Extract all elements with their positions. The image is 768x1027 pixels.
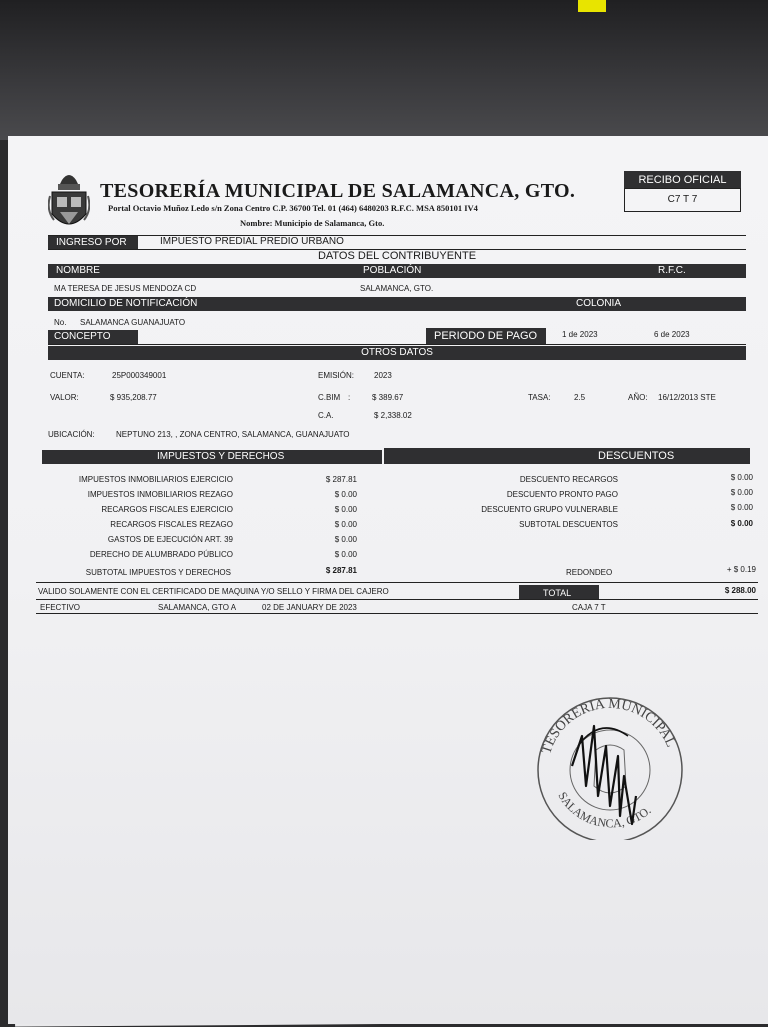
redondeo-label: REDONDEO [566,568,613,577]
domicilio-header-bar [48,297,746,311]
descuento-row-label: DESCUENTO GRUPO VULNERABLE [481,505,618,514]
valor-value: $ 935,208.77 [110,393,157,402]
descuentos-header-bar [384,448,750,464]
seal-text-bottom: SALAMANCA, GTO. [555,789,654,831]
periodo-end: 6 de 2023 [654,330,690,339]
cuenta-value: 25P000349001 [112,371,167,380]
impuesto-row-label: RECARGOS FISCALES REZAGO [110,520,233,529]
ingreso-label: INGRESO POR [56,237,127,248]
periodo-start: 1 de 2023 [562,330,598,339]
caja: CAJA 7 T [572,603,606,612]
descuentos-subtotal-label: SUBTOTAL DESCUENTOS [519,520,618,529]
recibo-oficial-label: RECIBO OFICIAL [638,174,727,186]
poblacion-value: SALAMANCA, GTO. [360,284,434,293]
descuento-row-amount: $ 0.00 [730,473,753,482]
coat-of-arms-icon [48,170,90,236]
impuesto-row-amount: $ 0.00 [334,505,357,514]
efectivo-label: EFECTIVO [40,603,81,612]
impuesto-row-label: RECARGOS FISCALES EJERCICIO [101,505,233,514]
impuesto-row-label: DERECHO DE ALUMBRADO PÚBLICO [89,550,233,559]
descuento-row-amount: $ 0.00 [730,488,753,497]
yellow-object [578,0,606,12]
impuestos-header-bar [42,450,382,464]
divider [36,582,758,583]
cuenta-label: CUENTA: [50,371,85,380]
total-label: TOTAL [543,588,572,598]
impuesto-row-amount: $ 0.00 [334,520,357,529]
impuesto-row-amount: $ 0.00 [334,550,357,559]
desk-background [0,0,768,140]
contribuyente-header-bar [48,264,746,278]
concepto-label: CONCEPTO [54,331,111,342]
ingreso-value: IMPUESTO PREDIAL PREDIO URBANO [160,236,344,247]
impuestos-subtotal-amount: $ 287.81 [325,566,357,575]
recibo-number-box [624,188,741,212]
emision-value: 2023 [374,371,392,380]
divider [36,613,758,614]
periodo-label: PERIODO DE PAGO [434,330,538,342]
cbim-value: $ 389.67 [372,393,404,402]
lugar-fecha: SALAMANCA, GTO A [158,603,237,612]
valido-text: VALIDO SOLAMENTE CON EL CERTIFICADO DE MAQUINA Y/O SELLO Y FIRMA DEL CAJERO [38,587,389,596]
total-label-bar [519,585,599,599]
impuesto-row-label: IMPUESTOS INMOBILIARIOS EJERCICIO [78,475,233,484]
descuento-row-amount: $ 0.00 [730,503,753,512]
otros-datos-bar [48,346,746,360]
descuentos-subtotal-amount: $ 0.00 [730,519,753,528]
fecha: 02 DE JANUARY DE 2023 [262,603,357,612]
redondeo-amount: + $ 0.19 [726,565,756,574]
periodo-label-bar [426,328,546,344]
poblacion-label: POBLACIÓN [363,265,422,276]
ubicacion-value: NEPTUNO 213, , ZONA CENTRO, SALAMANCA, GUANAJUATO [116,430,350,439]
ingreso-label-bar [48,236,138,249]
impuesto-row-amount: $ 287.81 [325,475,357,484]
ca-label: C.A. [318,411,334,420]
contribuyente-section-title: DATOS DEL CONTRIBUYENTE [317,250,477,262]
impuesto-row-label: IMPUESTOS INMOBILIARIOS REZAGO [87,490,233,499]
tasa-value: 2.5 [574,393,586,402]
ubicacion-label: UBICACIÓN: [48,430,95,439]
impuesto-row-amount: $ 0.00 [334,535,357,544]
seal-text-top: TESORERIA MUNICIPAL [539,696,679,756]
signature-icon [560,706,650,836]
impuesto-row-label: GASTOS DE EJECUCIÓN ART. 39 [107,535,233,544]
domicilio-value: SALAMANCA GUANAJUATO [80,318,186,327]
recibo-number: C7 T 7 [667,194,698,205]
cbim-label: C.BIM [318,393,341,402]
ca-value: $ 2,338.02 [374,411,412,420]
valor-label: VALOR: [50,393,79,402]
impuesto-row-amount: $ 0.00 [334,490,357,499]
recibo-oficial-header [624,171,741,188]
page-title: TESORERÍA MUNICIPAL DE SALAMANCA, GTO. [100,180,576,202]
descuento-row-label: DESCUENTO PRONTO PAGO [506,490,618,499]
concepto-label-bar [48,330,138,344]
descuento-row-label: DESCUENTO RECARGOS [519,475,618,484]
rfc-label: R.F.C. [658,265,686,276]
ano-label: AÑO: [628,393,648,402]
descuentos-section-title: DESCUENTOS [598,450,675,462]
otros-section-title: OTROS DATOS [361,347,433,358]
tasa-label: TASA: [528,393,551,402]
emision-label: EMISIÓN: [318,371,355,380]
nombre-value: MA TERESA DE JESUS MENDOZA CD [54,284,197,293]
ano-value: 16/12/2013 STE [658,393,716,402]
header-name-line: Nombre: Municipio de Salamanca, Gto. [240,218,385,228]
no-label: No. [54,318,67,327]
impuestos-subtotal-label: SUBTOTAL IMPUESTOS Y DERECHOS [85,568,231,577]
nombre-label: NOMBRE [56,265,100,276]
cbim-colon: : [348,393,351,402]
colonia-label: COLONIA [576,298,622,309]
impuestos-section-title: IMPUESTOS Y DERECHOS [157,451,285,462]
divider [36,599,758,600]
total-amount: $ 288.00 [724,586,756,595]
header-address: Portal Octavio Muñoz Ledo s/n Zona Centro C.P. 36700 Tel. 01 (464) 6480203 R.F.C. MSA 850101 IV4 [108,203,478,213]
domicilio-label: DOMICILIO DE NOTIFICACIÓN [54,298,198,309]
divider [48,344,746,345]
divider [48,235,746,236]
